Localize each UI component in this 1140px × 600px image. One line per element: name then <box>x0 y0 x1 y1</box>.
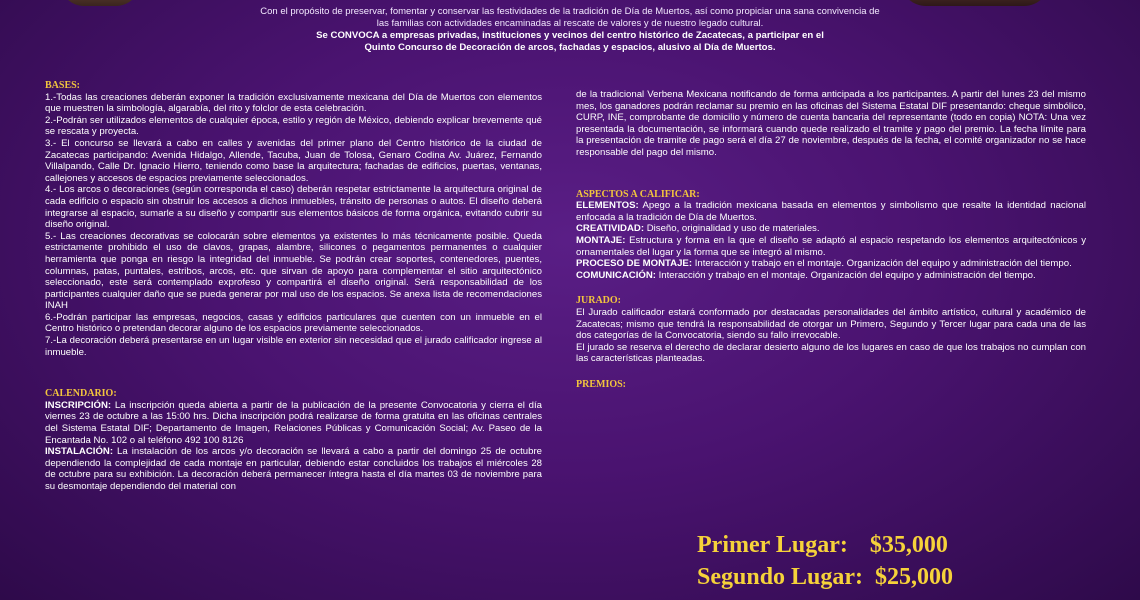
bases-item-7: 7.-La decoración deberá presentarse en un lugar visible en exterior sin necesidad que el jurado calificador ingrese al inmueble. <box>45 335 542 358</box>
premios-heading: PREMIOS: <box>576 378 626 390</box>
convoca-line: Se CONVOCA a empresas privadas, instituciones y vecinos del centro histórico de Zacatecas, a participar en el <box>316 30 824 41</box>
jurado-heading: JURADO: <box>576 295 621 307</box>
prize-second-label: Segundo Lugar: <box>697 564 864 590</box>
bases-item-5: 5.- Las creaciones decorativas se colocarán sobre elementos ya existentes lo más técnicamente posible. Queda estrictamente prohibido el uso de clavos, grapas, alambre, silicones o pegamentos permanentes o cualquier herramienta que ponga en riesgo la integridad del inmueble. Se podrán crear soportes, contenedores, puentes, columnas, patas, puntales, estribos, arcos, etc. que sirvan de apoyo para complementar el sitio arquitectónico seleccionado, este será contemplado exprofeso y compartirá el diseño original. Será responsabilidad de los participantes cualquier daño que se pueda generar por mal uso de los espacios. Se anexa lista de recomendaciones INAH <box>45 230 542 312</box>
instalacion-paragraph <box>45 446 542 492</box>
left-column <box>45 80 542 493</box>
aspecto-montaje-text: Estructura y forma en la que el diseño se adaptó al espacio respetando los elementos arquitectónicos y ornamentales del lugar y la forma que se integró al mismo. <box>576 234 1086 258</box>
prize-second-amount: $25,000 <box>875 564 954 590</box>
inscripcion-paragraph <box>45 400 542 446</box>
bases-item-4: 4.- Los arcos o decoraciones (según corresponda el caso) deberán respetar estrictamente la arquitectura original de cada edificio o espacio sin obstruir los accesos a dichos inmuebles, tránsito de personas o autos. El diseño deberá integrarse al espacio, sumarle a su diseño y compartir sus elementos básicos de forma orgánica, evitando cubrir su diseño original. <box>45 184 542 231</box>
jurado-paragraph-2: El jurado se reserva el derecho de declarar desierto alguno de los lugares en caso de que los trabajos no cumplan con las características planteadas. <box>576 341 1086 365</box>
prize-first-label: Primer Lugar: <box>697 532 848 558</box>
aspecto-creatividad-label: CREATIVIDAD: <box>576 223 645 235</box>
instalacion-label: INSTALACIÓN: <box>45 446 114 458</box>
intro-line-1: Con el propósito de preservar, fomentar y conservar las festividades de la tradición de Día de Muertos, así como propiciar una sana convivencia de <box>260 6 880 17</box>
contest-title-line: Quinto Concurso de Decoración de arcos, fachadas y espacios, alusivo al Día de Muertos. <box>364 42 776 53</box>
jurado-paragraph-1: El Jurado calificador estará conformado por destacadas personalidades del ámbito artístico, cultural y académico de Zacatecas; mismo que tendrá la responsabilidad de otorgar un Primero, Segundo y Tercer lugar para cada una de las dos categorías de la Convocatoria, siendo su fallo irrevocable. <box>576 306 1086 342</box>
calendario-heading: CALENDARIO: <box>45 388 117 400</box>
bases-heading: BASES: <box>45 80 81 91</box>
bases-item-1: 1.-Todas las creaciones deberán exponer la tradición exclusivamente mexicana del Día de Muertos con elementos que muestren la simbología, algarabía, del rito y folclor de esta celebración. <box>45 91 542 115</box>
aspecto-comunicacion <box>576 270 1086 282</box>
inscripcion-label: INSCRIPCIÓN: <box>45 399 112 411</box>
prize-list <box>697 529 1057 593</box>
aspecto-elementos <box>576 200 1086 223</box>
aspecto-proceso-text: Interacción y trabajo en el montaje. Organización del equipo y administración del tiempo. <box>692 258 1072 270</box>
aspecto-proceso-label: PROCESO DE MONTAJE: <box>576 258 693 270</box>
verbena-paragraph: de la tradicional Verbena Mexicana notificando de forma anticipada a los participantes. A partir del lunes 23 del mismo mes, los ganadores podrán reclamar su premio en las oficinas del Sistema Estatal DIF presentando: cheque simbólico, CURP, INE, comprobante de domicilio y número de cuenta bancaria del representante (todo en copia) NOTA: Una vez presentada la documentación, se informará cuando quede realizado el tramite y pago del premio. La fecha límite para la presentación de tramite de pago será el día 27 de noviembre, después de la fecha, el comité organizador no se hace responsable del pago del mismo. <box>576 89 1086 158</box>
bases-item-3: 3.- El concurso se llevará a cabo en calles y avenidas del primer plano del Centro histórico de la ciudad de Zacatecas participando: Avenida Hidalgo, Allende, Tacuba, Juan de Tolosa, Genaro Codina Av. Juárez, Fernando Villalpando, Calle Dr. Ignacio Hierro, teniendo como base la arquitectura; fachadas de edificios, puertas, ventanas, callejones y accesos de espacios previamente seleccionados. <box>45 137 542 184</box>
bases-item-2: 2.-Podrán ser utilizados elementos de cualquier época, estilo y región de México, debiendo explicar brevemente qué se rescata y proyecta. <box>45 114 542 138</box>
aspecto-elementos-text: Apego a la tradición mexicana basada en elementos y simbolismo que resalte la identidad nacional enfocada a la tradición de Día de Muertos. <box>576 200 1086 223</box>
intro-block <box>200 6 940 54</box>
prize-first <box>697 529 1057 561</box>
aspecto-elementos-label: ELEMENTOS: <box>576 200 639 212</box>
bases-item-6: 6.-Podrán participar las empresas, negocios, casas y edificios particulares que cuenten con un inmueble en el Centro histórico o pretendan decorar alguno de los espacios previamente seleccionados. <box>45 311 542 335</box>
aspecto-comunicacion-text: Interacción y trabajo en el montaje. Organización del equipo y administración del tiempo. <box>655 269 1036 281</box>
prize-first-amount: $35,000 <box>869 532 948 558</box>
instalacion-text: La instalación de los arcos y/o decoración se llevará a cabo a partir del domingo 25 de octubre dependiendo la complejidad de cada montaje en particular, debiendo estar concluidos los trabajos el miércoles 28 de octubre para su exhibición. La decoración deberá permanecer íntegra hasta el día martes 03 de noviembre para su desmontaje dependiendo del material con <box>45 446 542 492</box>
inscripcion-text: La inscripción queda abierta a partir de la publicación de la presente Convocatoria y cierra el día viernes 23 de octubre a las 15:00 hrs. Dicha inscripción podrá realizarse de forma gratuita en las oficinas centrales del Sistema Estatal DIF; Departamento de Imagen, Relaciones Públicas y Comunicación Social; Av. Paseo de la Encantada No. 102 o al teléfono 492 100 8126 <box>45 399 542 446</box>
intro-line-2: las familias con actividades encaminadas al rescate de valores y de nuestro legado cultural. <box>376 18 764 29</box>
aspectos-heading: ASPECTOS A CALIFICAR: <box>576 188 700 200</box>
aspecto-comunicacion-label: COMUNICACIÓN: <box>576 269 656 281</box>
aspecto-creatividad-text: Diseño, originalidad y uso de materiales. <box>644 223 820 235</box>
top-left-ornament <box>60 0 140 6</box>
prize-second <box>697 561 1057 593</box>
aspecto-proceso <box>576 258 1086 270</box>
aspecto-montaje-label: MONTAJE: <box>576 234 626 246</box>
right-column <box>576 89 1086 390</box>
aspecto-montaje <box>576 235 1086 258</box>
aspecto-creatividad <box>576 223 1086 235</box>
